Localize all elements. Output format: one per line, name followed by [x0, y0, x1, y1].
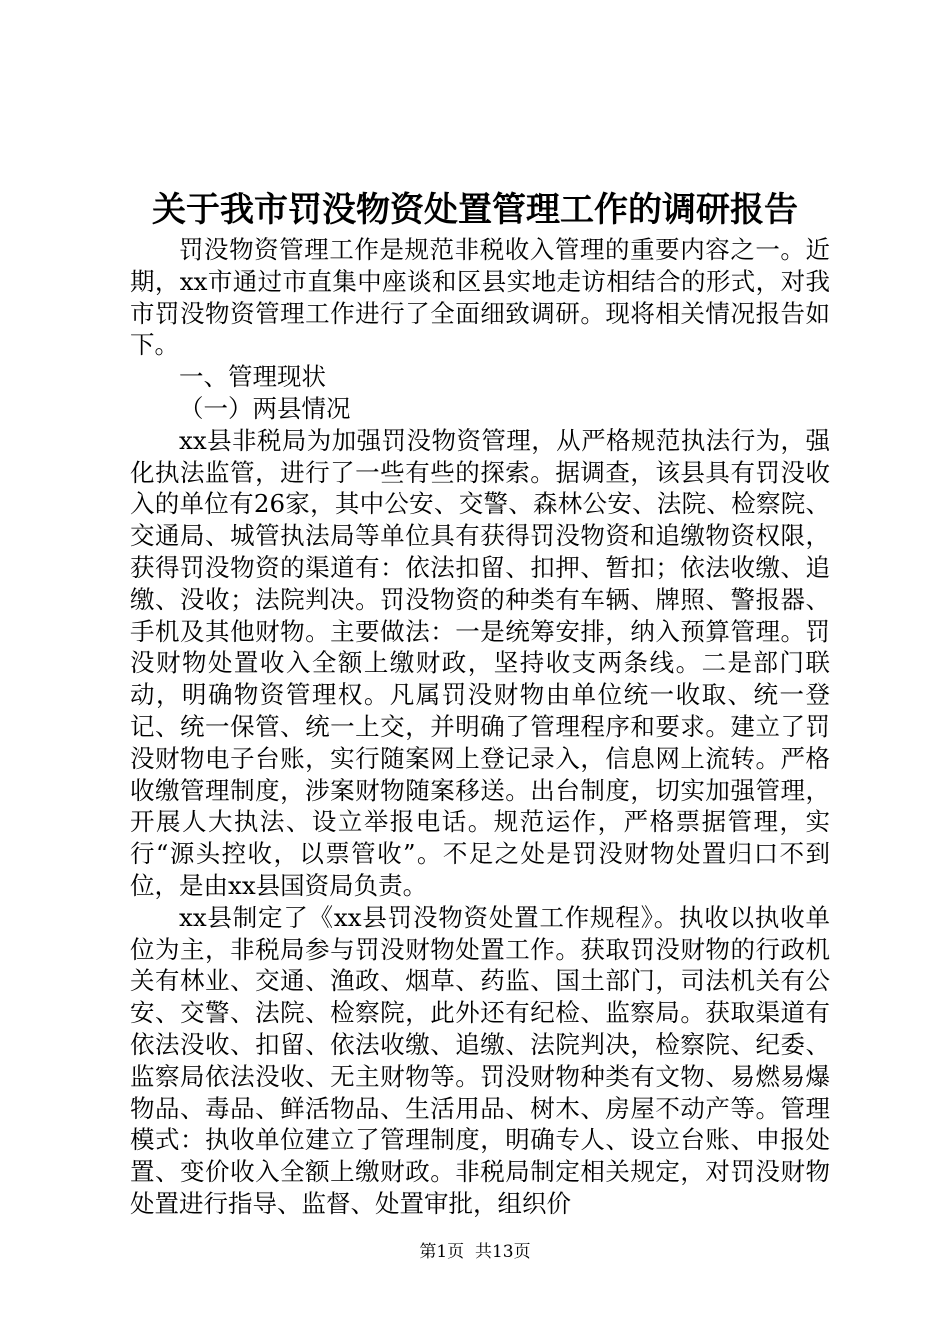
subsection-heading: （一）两县情况 — [179, 393, 351, 423]
section-heading: 一、管理现状 — [179, 362, 326, 392]
document-title: 关于我市罚没物资处置管理工作的调研报告 — [152, 190, 798, 230]
page-footer: 第1页 共13页 — [419, 1242, 531, 1262]
paragraph-intro: 罚没物资管理工作是规范非税收入管理的重要内容之一。近期，xx市通过市直集中座谈和区县实地走访相结合的形式，对我市罚没物资管理工作进行了全面细致调研。现将相关情况报告如下。 — [130, 235, 830, 360]
document-body — [130, 234, 830, 1220]
paragraph-county-two: xx县制定了《xx县罚没物资处置工作规程》。执收以执收单位为主，非税局参与罚没财物处置工作。获取罚没财物的行政机关有林业、交通、渔政、烟草、药监、国土部门，司法机关有公安、交警、法院、检察院，此外还有纪检、监察局。获取渠道有依法没收、扣留、依法收缴、追缴、法院判决，检察院、纪委、监察局依法没收、无主财物等。罚没财物种类有文物、易燃易爆物品、毒品、鲜活物品、生活用品、树木、房屋不动产等。管理模式：执收单位建立了管理制度，明确专人、设立台账、申报处置、变价收入全额上缴财政。非税局制定相关规定，对罚没财物处置进行指导、监督、处置审批，组织价 — [130, 902, 830, 1218]
paragraph-county-one: xx县非税局为加强罚没物资管理，从严格规范执法行为，强化执法监管，进行了一些有些的探索。据调查，该县具有罚没收入的单位有26家，其中公安、交警、森林公安、法院、检察院、交通局、城管执法局等单位具有获得罚没物资和追缴物资权限，获得罚没物资的渠道有：依法扣留、扣押、暂扣；依法收缴、追缴、没收；法院判决。罚没物资的种类有车辆、牌照、警报器、手机及其他财物。主要做法：一是统筹安排，纳入预算管理。罚没财物处置收入全额上缴财政，坚持收支两条线。二是部门联动，明确物资管理权。凡属罚没财物由单位统一收取、统一登记、统一保管、统一上交，并明确了管理程序和要求。建立了罚没财物电子台账，实行随案网上登记录入，信息网上流转。严格收缴管理制度，涉案财物随案移送。出台制度，切实加强管理，开展人大执法、设立举报电话。规范运作，严格票据管理，实行“源头控收，以票管收”。不足之处是罚没财物处置归口不到位，是由xx县国资局负责。 — [130, 425, 830, 900]
